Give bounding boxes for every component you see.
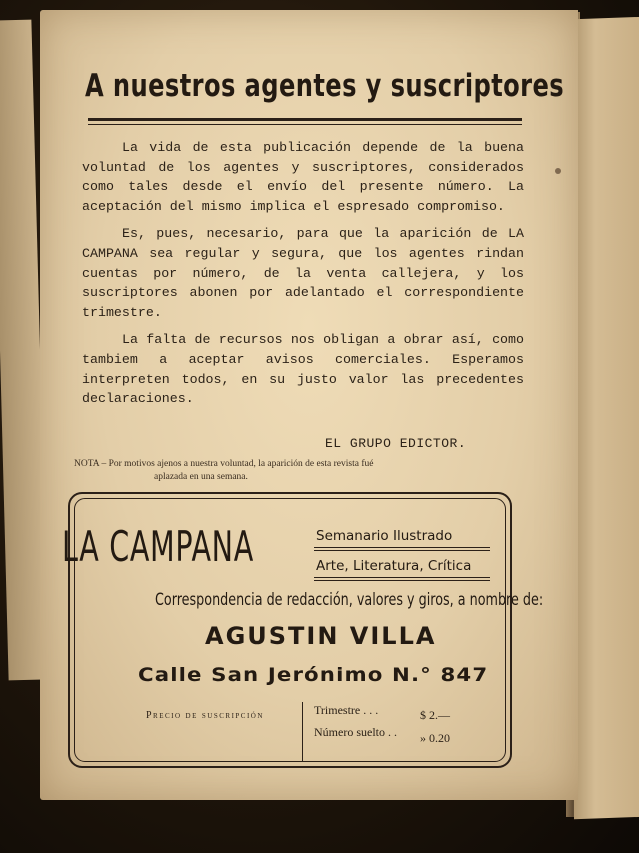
ad-title: LA CAMPANA <box>62 522 254 571</box>
ad-price-row-label: Número suelto . . <box>314 725 397 739</box>
ad-correspondence: Correspondencia de redacción, valores y giros, a nombre de: <box>155 590 544 610</box>
ad-price-row-value: » 0.20 <box>420 731 450 745</box>
heading-rule-thin <box>88 124 522 125</box>
paper-stain <box>555 168 561 174</box>
ad-rule <box>314 550 490 551</box>
heading-rule-thick <box>88 118 522 121</box>
facing-page <box>574 17 639 819</box>
ad-contact-name: AGUSTIN VILLA <box>205 622 437 650</box>
page-heading: A nuestros agentes y suscriptores <box>85 68 565 104</box>
nota-line-1: NOTA – Por motivos ajenos a nuestra voluntad, la aparición de esta revista fué <box>74 459 374 469</box>
ad-price-label: Precio de suscripción <box>146 710 264 721</box>
ad-subtitle-2: Arte, Literatura, Crítica <box>316 558 472 574</box>
ad-rule <box>314 577 490 578</box>
signature: EL GRUPO EDICTOR. <box>325 436 467 451</box>
paragraph-1: La vida de esta publicación depende de la buena voluntad de los agentes y suscriptores, considerados como tales desde el envío del presente número. La aceptación del mismo implica el espresado compromiso. <box>82 140 524 214</box>
ad-subtitle-1: Semanario Ilustrado <box>316 528 453 544</box>
paragraph-3: La falta de recursos nos obligan a obrar así, como tambiem a aceptar avisos comerciales. Esperamos interpreten todos, en su justo valor las precedentes declaraciones. <box>82 332 524 407</box>
nota-footnote <box>74 458 524 484</box>
ad-address: Calle San Jerónimo N.° 847 <box>138 664 489 686</box>
ad-price-divider <box>302 702 303 762</box>
ad-price-row-label: Trimestre . . . <box>314 703 379 717</box>
ad-rule <box>314 547 490 548</box>
ad-rule <box>314 580 490 581</box>
notice-body <box>82 138 524 417</box>
nota-line-2: aplazada en una semana. <box>154 472 248 482</box>
paragraph-2: Es, pues, necesario, para que la aparición de LA CAMPANA sea regular y segura, que los agentes rindan cuentas por número, de la venta callejera, y los suscriptores abonen por adelantado el correspondiente trimestre. <box>82 226 524 320</box>
ad-price-row-value: $ 2.— <box>420 708 450 722</box>
